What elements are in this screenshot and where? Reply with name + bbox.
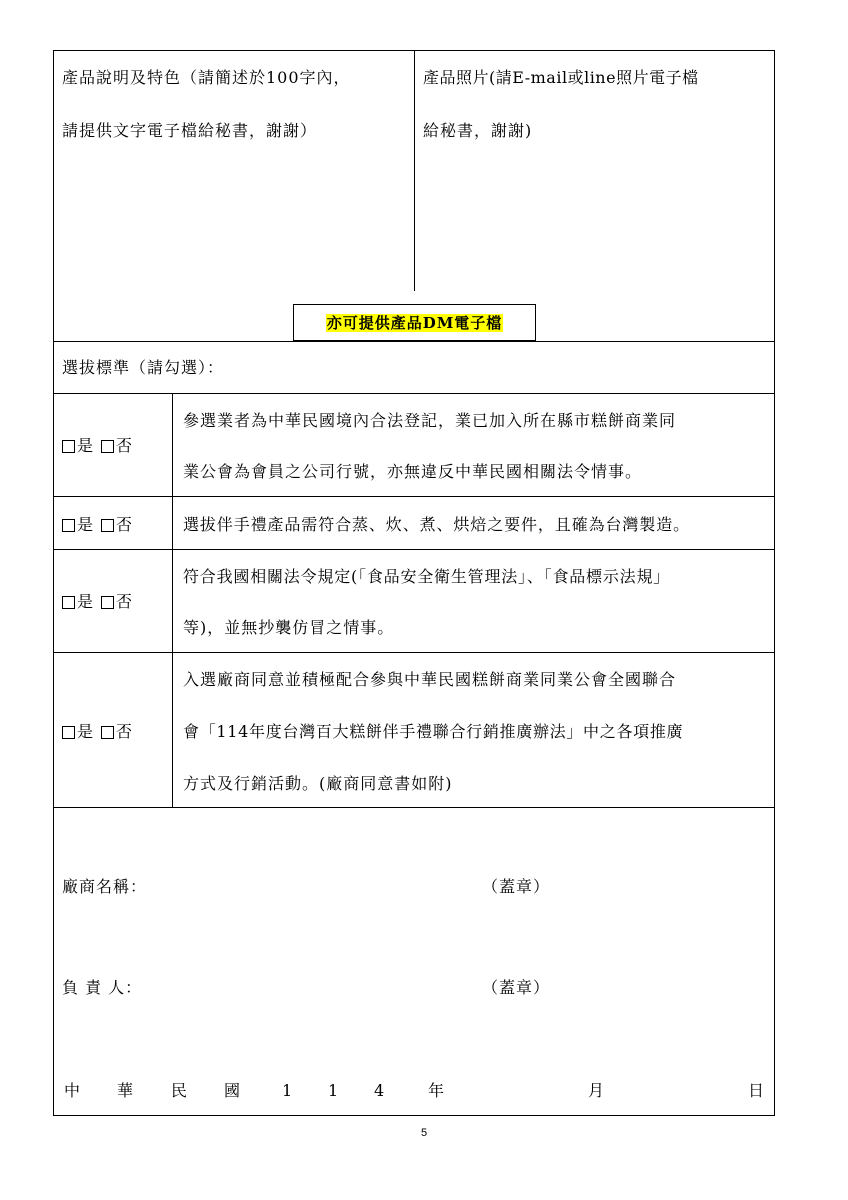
divider	[54, 807, 774, 808]
yes-checkbox[interactable]	[62, 440, 75, 453]
product-photo-label-line2: 給秘書，謝謝)	[423, 121, 533, 140]
no-checkbox[interactable]	[101, 596, 114, 609]
date-year-digit: 4	[374, 1081, 385, 1100]
criterion-1-line1: 參選業者為中華民國境內合法登記，業已加入所在縣市糕餅商業同	[183, 411, 677, 430]
yes-checkbox[interactable]	[62, 596, 75, 609]
divider	[54, 549, 774, 550]
owner-seal-label: （蓋章）	[482, 978, 551, 997]
criterion-2-line1: 選拔伴手禮產品需符合蒸、炊、煮、烘焙之要件，且確為台灣製造。	[183, 515, 691, 534]
dm-note-box	[293, 304, 536, 341]
column-divider	[414, 51, 415, 291]
yes-label: 是	[77, 592, 94, 611]
no-checkbox[interactable]	[101, 519, 114, 532]
divider	[54, 341, 774, 342]
date-day-label: 日	[748, 1081, 765, 1100]
date-year-digit: 1	[282, 1081, 293, 1100]
criterion-3-line2: 等)，並無抄襲仿冒之情事。	[183, 618, 395, 637]
yes-label: 是	[77, 722, 94, 741]
date-year-digit: 1	[328, 1081, 339, 1100]
dm-note-text: 亦可提供產品DM電子檔	[326, 313, 503, 332]
product-description-label-line2: 請提供文字電子檔給秘書，謝謝）	[62, 121, 318, 140]
product-description-label-line1: 產品說明及特色（請簡述於100字內，	[62, 68, 351, 87]
date-year-label: 年	[428, 1081, 445, 1100]
divider	[54, 652, 774, 653]
no-checkbox[interactable]	[101, 440, 114, 453]
criterion-4-line1: 入選廠商同意並積極配合參與中華民國糕餅商業同業公會全國聯合	[183, 670, 677, 689]
owner-label: 負 責 人：	[62, 978, 143, 997]
criterion-4-checkboxes	[62, 722, 132, 742]
no-label: 否	[116, 722, 133, 741]
no-label: 否	[116, 515, 133, 534]
page-number: 5	[420, 1127, 428, 1139]
yes-label: 是	[77, 515, 94, 534]
no-label: 否	[116, 592, 133, 611]
application-form	[53, 50, 775, 1116]
product-photo-label-line1: 產品照片(請E-mail或line照片電子檔	[423, 68, 699, 87]
date-char: 中	[64, 1081, 81, 1100]
yes-label: 是	[77, 436, 94, 455]
criteria-column-divider	[172, 393, 173, 807]
criterion-1-checkboxes	[62, 436, 132, 456]
product-info-section	[54, 51, 774, 341]
criterion-3-checkboxes	[62, 592, 132, 612]
company-name-label: 廠商名稱：	[62, 877, 148, 896]
no-checkbox[interactable]	[101, 726, 114, 739]
date-char: 華	[117, 1081, 134, 1100]
company-seal-label: （蓋章）	[482, 877, 551, 896]
criterion-1-line2: 業公會為會員之公司行號，亦無違反中華民國相關法令情事。	[183, 462, 643, 481]
criterion-4-line3: 方式及行銷活動。(廠商同意書如附)	[183, 774, 453, 793]
divider	[54, 393, 774, 394]
yes-checkbox[interactable]	[62, 519, 75, 532]
date-month-label: 月	[588, 1081, 605, 1100]
no-label: 否	[116, 436, 133, 455]
criteria-heading: 選拔標準（請勾選）：	[62, 358, 225, 377]
criterion-4-line2: 會「114年度台灣百大糕餅伴手禮聯合行銷推廣辦法」中之各項推廣	[183, 722, 684, 741]
yes-checkbox[interactable]	[62, 726, 75, 739]
date-char: 民	[171, 1081, 188, 1100]
criterion-2-checkboxes	[62, 515, 132, 535]
criterion-3-line1: 符合我國相關法令規定(「食品安全衛生管理法」、「食品標示法規」	[183, 567, 671, 586]
date-char: 國	[224, 1081, 241, 1100]
divider	[54, 496, 774, 497]
